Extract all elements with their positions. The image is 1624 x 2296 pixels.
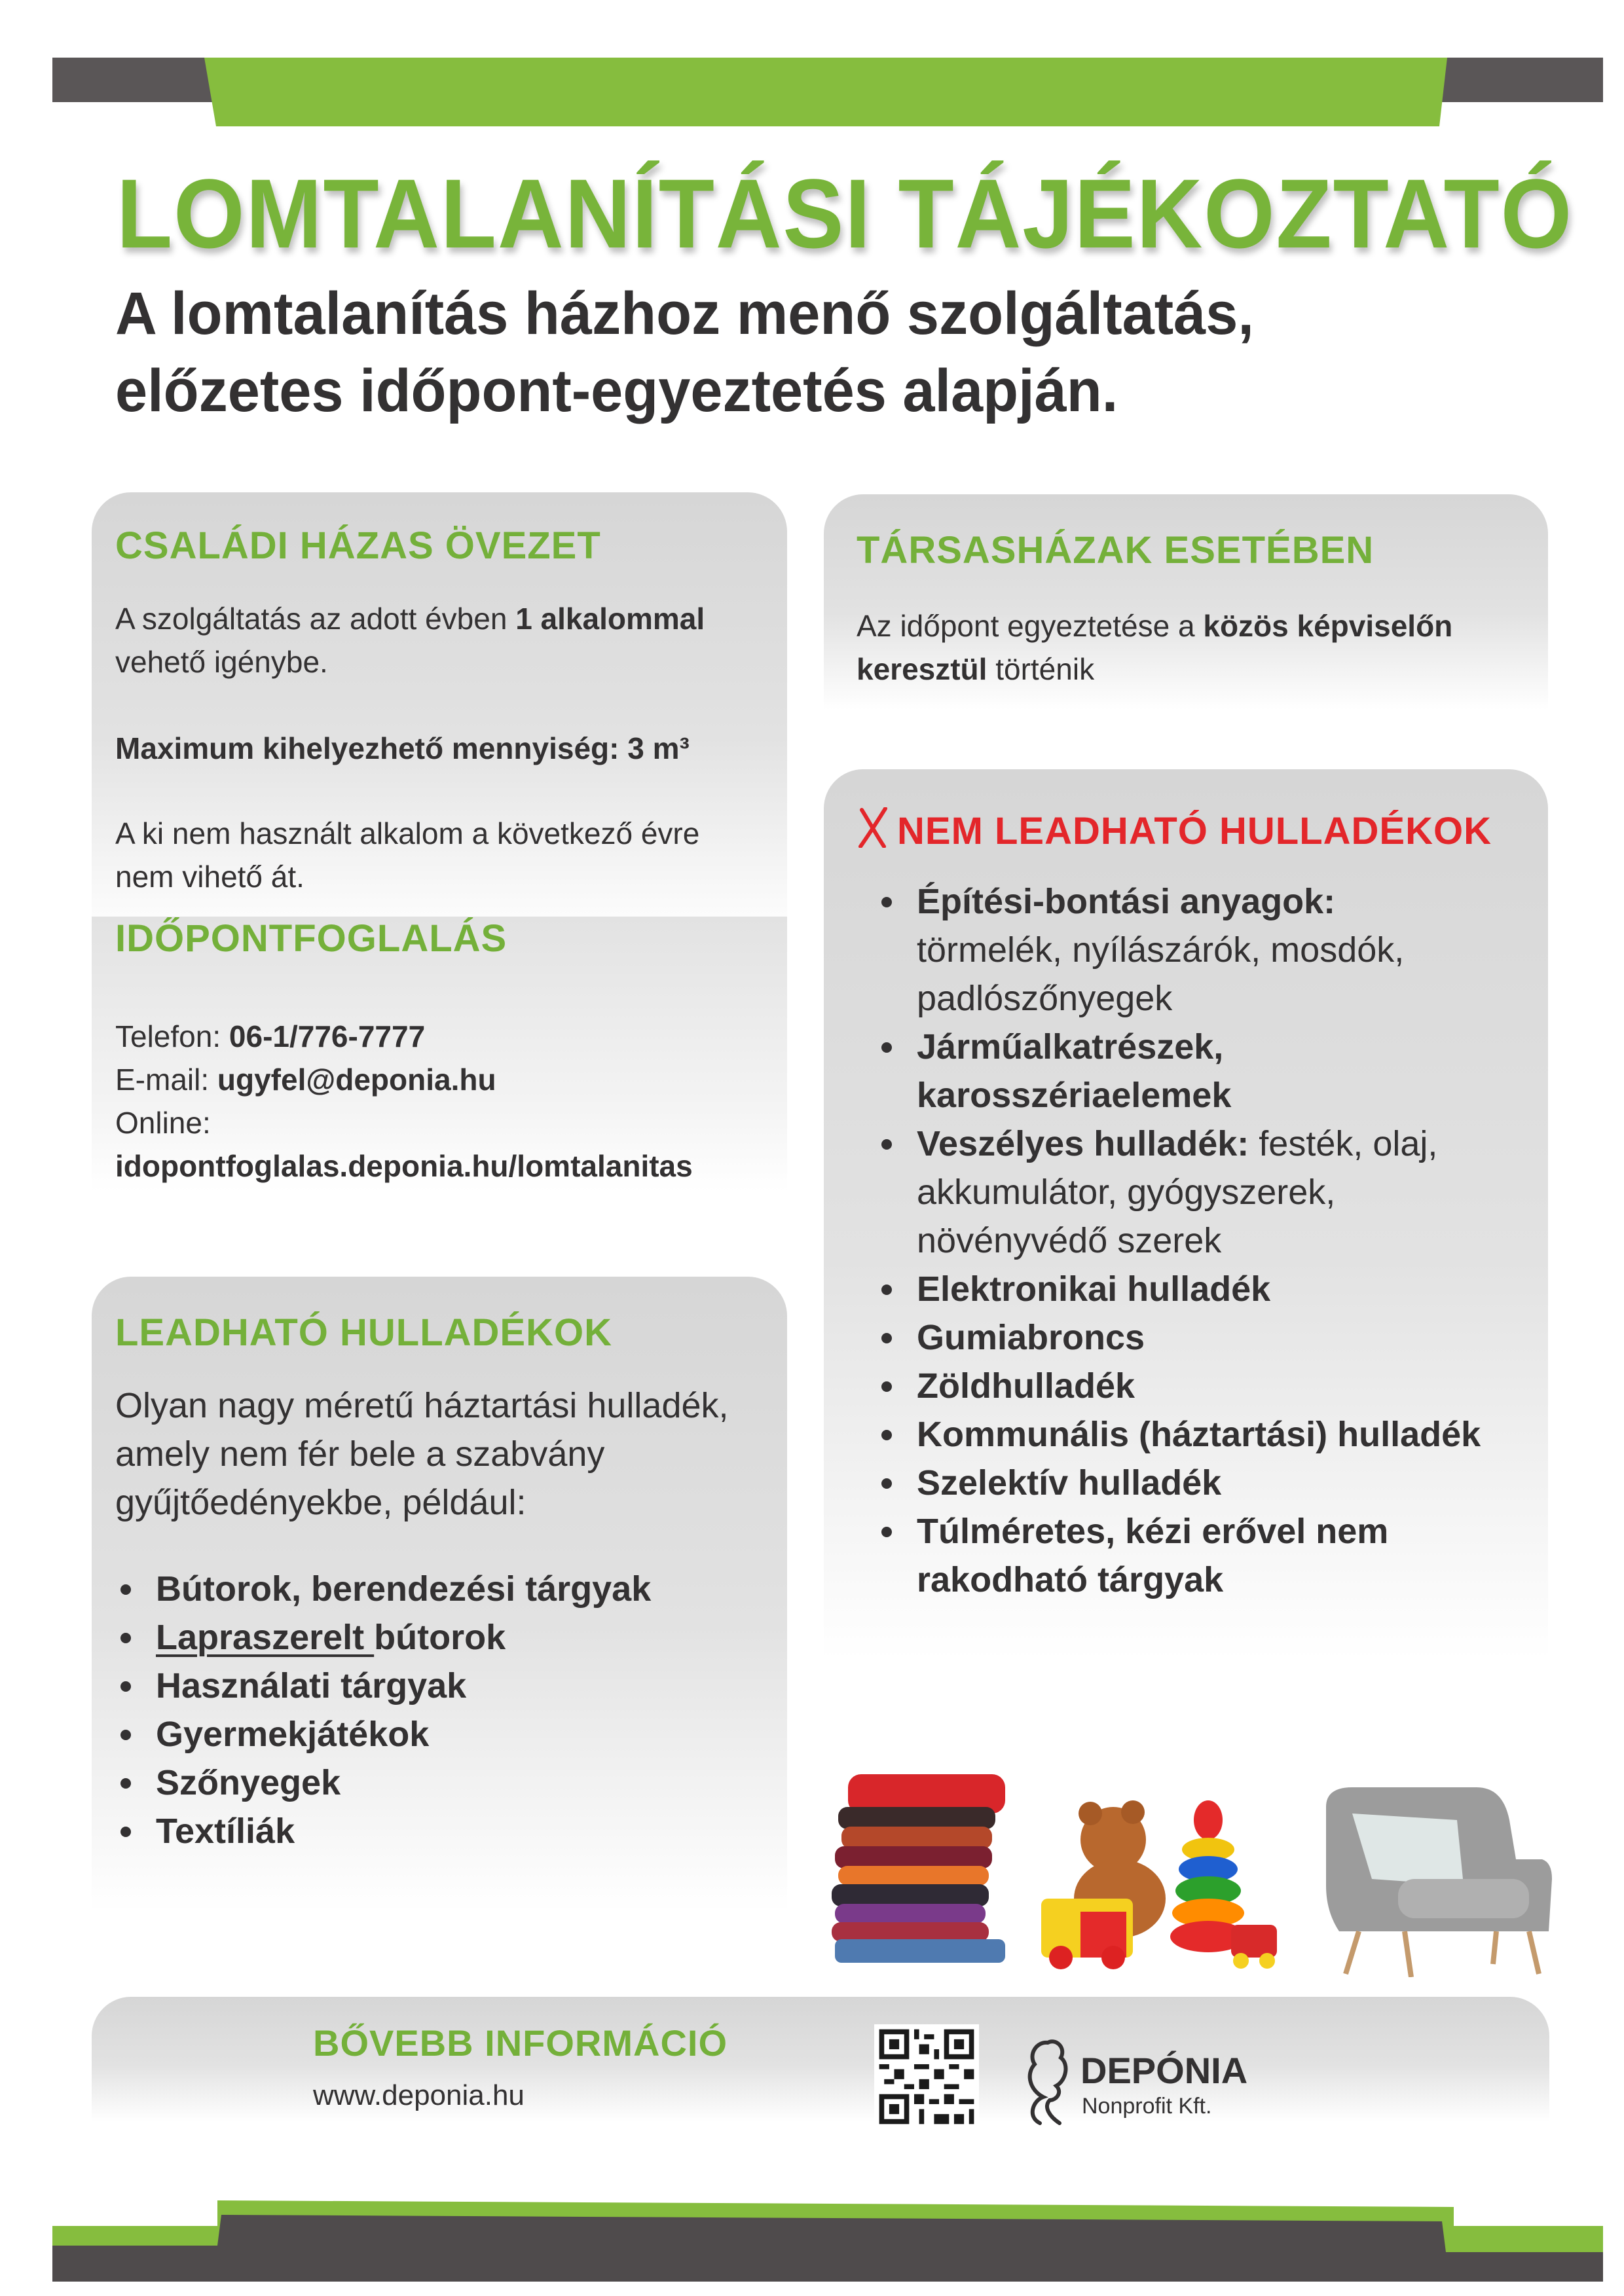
accepted-list — [96, 1565, 777, 1855]
accepted-item-text: Használati tárgyak — [156, 1666, 467, 1705]
phone-link[interactable]: 06-1/776-7777 — [229, 1019, 426, 1053]
accepted-item-text: Gyermekjátékok — [156, 1715, 430, 1754]
deponia-tree-logo-icon — [1020, 2035, 1073, 2126]
family-zone-heading: CSALÁDI HÁZAS ÖVEZET — [115, 524, 601, 567]
accepted-item-text: Textíliák — [156, 1812, 295, 1851]
condo-heading: TÁRSASHÁZAK ESETÉBEN — [857, 529, 1375, 572]
toys-photo — [1035, 1794, 1283, 1971]
frequency-bold: 1 alkalommal — [515, 602, 705, 636]
more-info-heading: BŐVEBB INFORMÁCIÓ — [313, 2022, 728, 2064]
condo-text-bold: közös képviselőn keresztül — [857, 609, 1453, 686]
accepted-item — [96, 1565, 777, 1613]
accepted-item-text: Bútorok, berendezési tárgyak — [156, 1569, 652, 1609]
forbidden-heading-row — [857, 807, 1492, 853]
forbidden-item — [857, 1023, 1511, 1120]
forbidden-item-bold: Veszélyes hulladék: — [917, 1124, 1249, 1163]
company-name: DEPÓNIA — [1080, 2050, 1248, 2091]
forbidden-item-bold: Kommunális (háztartási) hulladék — [917, 1415, 1481, 1454]
accepted-item — [96, 1613, 777, 1662]
online-booking-link[interactable]: idopontfoglalas.deponia.hu/lomtalanitas — [115, 1149, 693, 1183]
forbidden-list — [857, 877, 1511, 1604]
accepted-item — [96, 1662, 777, 1710]
condo-text-suffix: történik — [987, 652, 1095, 686]
armchair-photo — [1313, 1781, 1555, 1977]
accepted-item-underlined: Lapraszerelt — [156, 1618, 375, 1657]
booking-section — [92, 917, 787, 1192]
subtitle-line-2: előzetes időpont-egyeztetés alapján. — [115, 357, 1118, 424]
phone-label: Telefon: — [115, 1019, 229, 1053]
forbidden-item-bold: Gumiabroncs — [917, 1318, 1145, 1357]
forbidden-item — [857, 1410, 1511, 1459]
forbidden-item-detail: festék, olaj, akkumulátor, gyógyszerek, növényvédő szerek — [917, 1124, 1438, 1260]
forbidden-item — [857, 1265, 1511, 1313]
forbidden-item — [857, 1120, 1511, 1265]
accepted-item-text: Szőnyegek — [156, 1763, 341, 1802]
forbidden-item-detail: törmelék, nyílászárók, mosdók, padlószőnyegek — [917, 930, 1405, 1018]
family-zone-card — [92, 492, 787, 938]
qr-code-icon[interactable] — [874, 2024, 979, 2129]
bottom-decorative-band — [52, 2164, 1603, 2282]
condo-text — [857, 604, 1524, 691]
forbidden-item — [857, 1313, 1511, 1362]
forbidden-heading: NEM LEADHATÓ HULLADÉKOK — [897, 810, 1492, 852]
accepted-item — [96, 1710, 777, 1758]
website-link[interactable]: www.deponia.hu — [313, 2079, 525, 2111]
forbidden-item-bold: Építési-bontási anyagok: — [917, 882, 1336, 921]
forbidden-item — [857, 877, 1511, 1023]
carryover-text: A ki nem használt alkalom a következő évre nem vihető át. — [115, 816, 700, 894]
company-suffix: Nonprofit Kft. — [1082, 2094, 1212, 2119]
accepted-item — [96, 1807, 777, 1855]
condo-card — [824, 494, 1548, 710]
accepted-waste-card — [92, 1277, 787, 1912]
booking-contact — [115, 1015, 693, 1188]
forbidden-item — [857, 1507, 1511, 1604]
accepted-item-text: bútorok — [374, 1618, 506, 1657]
more-info-bar — [92, 1997, 1549, 2121]
phone-row — [115, 1015, 693, 1058]
email-link[interactable]: ugyfel@deponia.hu — [217, 1063, 496, 1097]
family-zone-frequency-text — [115, 597, 770, 683]
condo-text-prefix: Az időpont egyeztetése a — [857, 609, 1204, 643]
subtitle-line-1: A lomtalanítás házhoz menő szolgáltatás, — [115, 280, 1254, 347]
page-title: LOMTALANÍTÁSI TÁJÉKOZTATÓ — [117, 158, 1574, 268]
forbidden-item-bold: Járműalkatrészek, karosszériaelemek — [917, 1027, 1232, 1115]
email-label: E-mail: — [115, 1063, 217, 1097]
x-mark-icon — [857, 807, 889, 848]
forbidden-item — [857, 1459, 1511, 1507]
accepted-item — [96, 1758, 777, 1807]
top-decorative-band — [52, 58, 1603, 126]
online-label: Online: — [115, 1106, 211, 1140]
booking-heading: IDŐPONTFOGLALÁS — [115, 917, 507, 960]
accepted-intro: Olyan nagy méretű háztartási hulladék, amely nem fér bele a szabvány gyűjtőedényekbe, például: — [115, 1386, 729, 1522]
forbidden-item-bold: Zöldhulladék — [917, 1366, 1135, 1406]
frequency-suffix: vehető igénybe. — [115, 645, 328, 679]
forbidden-item — [857, 1362, 1511, 1410]
forbidden-item-bold: Elektronikai hulladék — [917, 1269, 1271, 1309]
page-subtitle — [115, 275, 1498, 429]
forbidden-waste-card — [824, 769, 1548, 1660]
forbidden-item-bold: Szelektív hulladék — [917, 1463, 1222, 1503]
forbidden-item-bold: Túlméretes, kézi erővel nem rakodható tárgyak — [917, 1512, 1389, 1599]
email-row — [115, 1058, 693, 1101]
frequency-prefix: A szolgáltatás az adott évben — [115, 602, 516, 636]
textiles-photo — [809, 1768, 1031, 1964]
accepted-heading: LEADHATÓ HULLADÉKOK — [115, 1311, 612, 1354]
max-quantity-text: Maximum kihelyezhető mennyiség: 3 m³ — [115, 731, 690, 765]
